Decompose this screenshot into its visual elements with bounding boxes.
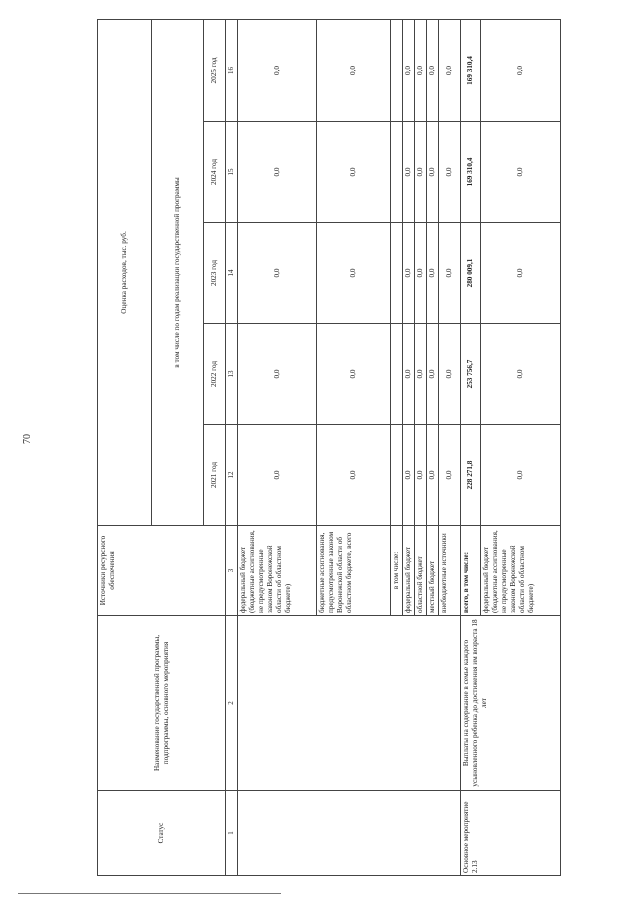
value-cell: 0,0 [427,425,439,526]
value-cell [391,223,403,324]
value-cell: 0,0 [439,425,461,526]
value-cell: 0,0 [481,425,561,526]
value-cell [391,19,403,121]
value-cell: 0,0 [427,223,439,324]
status-cell: Основное мероприятие 2.13 [461,791,561,876]
header-name: Наименование государственной программы, подпрограммы, основного мероприятия [98,616,226,791]
column-number: 12 [226,425,238,526]
value-cell: 0,0 [439,324,461,425]
name-cell: Выплаты на содержание в семье каждого усыновленного ребенка до достижения им возраста 18 лет [461,616,561,791]
status-cell-empty [238,791,461,876]
column-number: 14 [226,223,238,324]
table-row [238,19,317,875]
page-number: 70 [22,434,33,444]
value-cell: 0,0 [415,19,427,121]
source-cell: федеральный бюджет (бюджетные ассигнования, не предусмотренные законом Воронежской области об областном бюджете) [481,526,561,616]
source-cell: бюджетные ассигнования, предусмотренные законом Воронежской области об областном бюджете, всего [317,526,391,616]
source-cell-total: всего, в том числе: [461,526,481,616]
value-cell-total: 253 756,7 [461,324,481,425]
value-cell: 0,0 [427,324,439,425]
value-cell: 0,0 [427,19,439,121]
value-cell: 0,0 [403,122,415,223]
value-cell: 0,0 [238,223,317,324]
header-year: 2023 год [204,223,226,324]
value-cell: 0,0 [238,19,317,121]
rotated-table-container [97,20,535,876]
value-cell [391,324,403,425]
column-number-row [226,19,238,875]
header-year: 2022 год [204,324,226,425]
name-cell-empty [238,616,461,791]
header-year: 2021 год [204,425,226,526]
value-cell: 0,0 [238,324,317,425]
value-cell: 0,0 [439,19,461,121]
value-cell: 0,0 [403,324,415,425]
column-number: 15 [226,122,238,223]
value-cell: 0,0 [403,19,415,121]
value-cell: 0,0 [439,122,461,223]
value-cell-total: 228 271,8 [461,425,481,526]
footer-line [18,893,281,894]
value-cell: 0,0 [481,324,561,425]
value-cell-total: 280 009,1 [461,223,481,324]
value-cell: 0,0 [317,223,391,324]
header-status: Статус [98,791,226,876]
value-cell [391,425,403,526]
value-cell: 0,0 [317,425,391,526]
value-cell-total: 169 310,4 [461,122,481,223]
header-year: 2025 год [204,19,226,121]
source-cell: федеральный бюджет [403,526,415,616]
source-cell: местный бюджет [427,526,439,616]
value-cell: 0,0 [403,223,415,324]
header-year: 2024 год [204,122,226,223]
value-cell-total: 169 310,4 [461,19,481,121]
value-cell: 0,0 [481,19,561,121]
value-cell: 0,0 [238,425,317,526]
value-cell: 0,0 [415,223,427,324]
source-cell: внебюджетные источники [439,526,461,616]
value-cell: 0,0 [415,122,427,223]
value-cell: 0,0 [403,425,415,526]
value-cell: 0,0 [415,324,427,425]
header-source: Источники ресурсного обеспечения [98,526,226,616]
source-cell: в том числе: [391,526,403,616]
expenses-table [97,19,561,876]
value-cell: 0,0 [427,122,439,223]
source-cell: федеральный бюджет (бюджетные ассигнования, не предусмотренные законом Воронежской области об областном бюджете) [238,526,317,616]
value-cell: 0,0 [317,19,391,121]
header-estimate: Оценка расходов, тыс. руб. [98,19,152,525]
column-number: 3 [226,526,238,616]
value-cell: 0,0 [481,122,561,223]
header-by-years: в том числе по годам реализации государственной программы [152,19,204,525]
header-row-1 [98,19,152,875]
value-cell: 0,0 [238,122,317,223]
column-number: 1 [226,791,238,876]
value-cell: 0,0 [439,223,461,324]
column-number: 2 [226,616,238,791]
value-cell: 0,0 [317,324,391,425]
column-number: 16 [226,19,238,121]
value-cell: 0,0 [415,425,427,526]
table-row [461,19,481,875]
column-number: 13 [226,324,238,425]
value-cell: 0,0 [317,122,391,223]
value-cell: 0,0 [481,223,561,324]
value-cell [391,122,403,223]
source-cell: областной бюджет [415,526,427,616]
